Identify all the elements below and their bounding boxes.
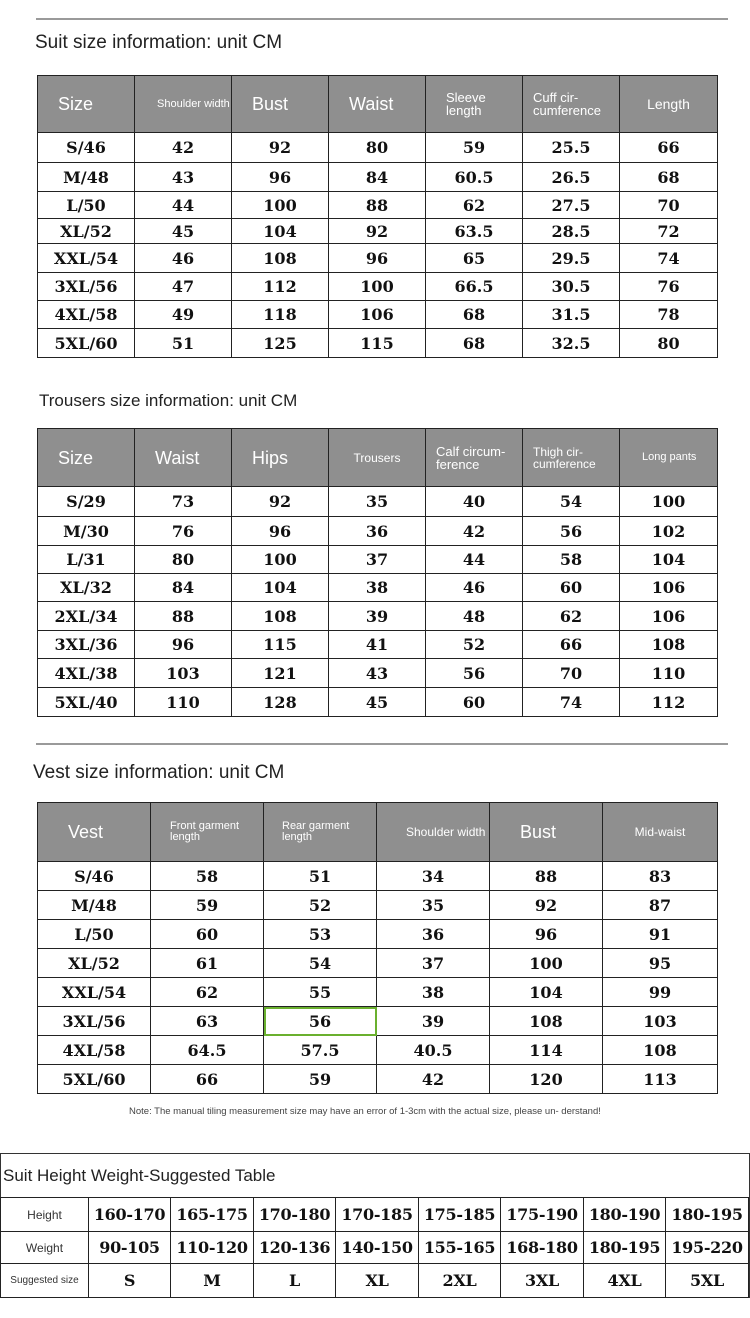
suit-size-table — [37, 75, 718, 358]
measurement-cell: 41 — [329, 631, 426, 659]
measurement-cell: 78 — [620, 301, 718, 329]
trousers-header-long-pants: Long pants — [620, 429, 718, 487]
measurement-cell: 104 — [490, 978, 603, 1007]
measurement-cell: 103 — [603, 1007, 718, 1036]
measurement-cell: 115 — [232, 631, 329, 659]
measurement-cell: 104 — [232, 219, 329, 244]
measurement-cell: 76 — [620, 273, 718, 301]
height-range-cell: 175-185 — [419, 1198, 501, 1232]
suggested-size-table — [0, 1197, 749, 1298]
vest-size-table — [37, 802, 718, 1094]
measurement-cell: 108 — [490, 1007, 603, 1036]
suit-header-waist: Waist — [329, 76, 426, 133]
measurement-cell: 44 — [426, 546, 523, 574]
table-row — [38, 1007, 718, 1036]
measurement-cell: 110 — [620, 659, 718, 688]
table-row — [38, 1036, 718, 1065]
height-range-cell: 180-195 — [666, 1198, 749, 1232]
measurement-cell: 40 — [426, 487, 523, 517]
table-row — [38, 631, 718, 659]
measurement-cell: 118 — [232, 301, 329, 329]
table-row — [38, 329, 718, 358]
size-cell: S/46 — [38, 862, 151, 891]
height-range-cell: 170-180 — [254, 1198, 336, 1232]
height-range-cell: 165-175 — [171, 1198, 254, 1232]
height-range-cell: 170-185 — [336, 1198, 419, 1232]
weight-range-cell: 120-136 — [254, 1232, 336, 1264]
measurement-cell: 80 — [135, 546, 232, 574]
measurement-cell: 112 — [620, 688, 718, 717]
vest-header-rear-garment-length: Rear garment length — [264, 803, 377, 862]
measurement-cell: 61 — [151, 949, 264, 978]
table-row — [38, 920, 718, 949]
measurement-cell: 59 — [264, 1065, 377, 1094]
suggested-size-cell: 2XL — [419, 1264, 501, 1298]
suit-header-sleeve-length: Sleeve length — [426, 76, 523, 133]
trousers-header-trousers: Trousers — [329, 429, 426, 487]
measurement-cell: 112 — [232, 273, 329, 301]
size-cell: 5XL/40 — [38, 688, 135, 717]
measurement-cell: 26.5 — [523, 163, 620, 192]
measurement-note: Note: The manual tiling measurement size may have an error of 1-3cm with the actual size, please un- derstand! — [129, 1106, 601, 1117]
measurement-cell: 59 — [426, 133, 523, 163]
measurement-cell: 76 — [135, 517, 232, 546]
trousers-header-calf-circumference: Calf circum- ference — [426, 429, 523, 487]
height-range-cell: 160-170 — [89, 1198, 171, 1232]
measurement-cell: 45 — [135, 219, 232, 244]
measurement-cell: 60 — [523, 574, 620, 602]
table-row — [38, 602, 718, 631]
table-row — [38, 517, 718, 546]
weight-range-cell: 140-150 — [336, 1232, 419, 1264]
measurement-cell: 104 — [620, 546, 718, 574]
measurement-cell: 100 — [232, 546, 329, 574]
measurement-cell: 60.5 — [426, 163, 523, 192]
table-row — [38, 949, 718, 978]
measurement-cell: 66.5 — [426, 273, 523, 301]
measurement-cell: 88 — [135, 602, 232, 631]
size-cell: M/48 — [38, 163, 135, 192]
measurement-cell: 58 — [523, 546, 620, 574]
table-row — [38, 301, 718, 329]
measurement-cell: 68 — [620, 163, 718, 192]
size-cell: 5XL/60 — [38, 1065, 151, 1094]
trousers-size-table — [37, 428, 718, 717]
measurement-cell: 49 — [135, 301, 232, 329]
vest-header-mid-waist: Mid-waist — [603, 803, 718, 862]
measurement-cell: 103 — [135, 659, 232, 688]
height-label: Height — [1, 1198, 89, 1232]
measurement-cell: 108 — [232, 602, 329, 631]
measurement-cell: 56 — [264, 1007, 377, 1036]
trousers-header-hips: Hips — [232, 429, 329, 487]
measurement-cell: 113 — [603, 1065, 718, 1094]
measurement-cell: 40.5 — [377, 1036, 490, 1065]
measurement-cell: 70 — [620, 192, 718, 219]
measurement-cell: 25.5 — [523, 133, 620, 163]
trousers-header-size: Size — [38, 429, 135, 487]
weight-range-cell: 195-220 — [666, 1232, 749, 1264]
size-cell: XL/52 — [38, 219, 135, 244]
table-row — [38, 273, 718, 301]
size-cell: 3XL/36 — [38, 631, 135, 659]
measurement-cell: 60 — [426, 688, 523, 717]
measurement-cell: 62 — [523, 602, 620, 631]
measurement-cell: 30.5 — [523, 273, 620, 301]
measurement-cell: 53 — [264, 920, 377, 949]
measurement-cell: 110 — [135, 688, 232, 717]
measurement-cell: 65 — [426, 244, 523, 273]
suit-header-bust: Bust — [232, 76, 329, 133]
measurement-cell: 84 — [329, 163, 426, 192]
size-cell: 3XL/56 — [38, 1007, 151, 1036]
measurement-cell: 62 — [151, 978, 264, 1007]
size-cell: L/31 — [38, 546, 135, 574]
measurement-cell: 104 — [232, 574, 329, 602]
weight-range-cell: 90-105 — [89, 1232, 171, 1264]
measurement-cell: 100 — [620, 487, 718, 517]
measurement-cell: 68 — [426, 329, 523, 358]
measurement-cell: 34 — [377, 862, 490, 891]
suggested-size-label: Suggested size — [1, 1264, 89, 1298]
measurement-cell: 121 — [232, 659, 329, 688]
measurement-cell: 120 — [490, 1065, 603, 1094]
measurement-cell: 39 — [329, 602, 426, 631]
measurement-cell: 95 — [603, 949, 718, 978]
suggested-size-cell: L — [254, 1264, 336, 1298]
measurement-cell: 88 — [329, 192, 426, 219]
measurement-cell: 108 — [603, 1036, 718, 1065]
measurement-cell: 108 — [620, 631, 718, 659]
measurement-cell: 42 — [377, 1065, 490, 1094]
size-cell: XXL/54 — [38, 978, 151, 1007]
suit-header-size: Size — [38, 76, 135, 133]
suit-section-title: Suit size information: unit CM — [35, 32, 283, 53]
table-row — [38, 862, 718, 891]
measurement-cell: 115 — [329, 329, 426, 358]
measurement-cell: 100 — [329, 273, 426, 301]
measurement-cell: 106 — [620, 574, 718, 602]
trousers-header-waist: Waist — [135, 429, 232, 487]
measurement-cell: 54 — [264, 949, 377, 978]
measurement-cell: 35 — [377, 891, 490, 920]
measurement-cell: 38 — [329, 574, 426, 602]
measurement-cell: 106 — [620, 602, 718, 631]
measurement-cell: 96 — [232, 163, 329, 192]
measurement-cell: 57.5 — [264, 1036, 377, 1065]
measurement-cell: 55 — [264, 978, 377, 1007]
measurement-cell: 106 — [329, 301, 426, 329]
table-row — [38, 192, 718, 219]
measurement-cell: 92 — [490, 891, 603, 920]
suggested-size-cell: S — [89, 1264, 171, 1298]
measurement-cell: 64.5 — [151, 1036, 264, 1065]
measurement-cell: 44 — [135, 192, 232, 219]
suit-header-shoulder-width: Shoulder width — [135, 76, 232, 133]
measurement-cell: 63 — [151, 1007, 264, 1036]
measurement-cell: 39 — [377, 1007, 490, 1036]
measurement-cell: 100 — [490, 949, 603, 978]
vest-header-vest: Vest — [38, 803, 151, 862]
size-cell: L/50 — [38, 192, 135, 219]
suggested-size-cell: 3XL — [501, 1264, 584, 1298]
trousers-section-title: Trousers size information: unit CM — [39, 391, 298, 410]
measurement-cell: 80 — [329, 133, 426, 163]
measurement-cell: 47 — [135, 273, 232, 301]
weight-label: Weight — [1, 1232, 89, 1264]
measurement-cell: 54 — [523, 487, 620, 517]
weight-range-cell: 155-165 — [419, 1232, 501, 1264]
measurement-cell: 42 — [135, 133, 232, 163]
measurement-cell: 92 — [232, 487, 329, 517]
measurement-cell: 62 — [426, 192, 523, 219]
top-divider — [36, 18, 728, 20]
measurement-cell: 48 — [426, 602, 523, 631]
table-row — [38, 487, 718, 517]
measurement-cell: 31.5 — [523, 301, 620, 329]
vest-header-shoulder-width: Shoulder width — [377, 803, 490, 862]
size-cell: S/29 — [38, 487, 135, 517]
measurement-cell: 87 — [603, 891, 718, 920]
height-range-cell: 175-190 — [501, 1198, 584, 1232]
measurement-cell: 83 — [603, 862, 718, 891]
measurement-cell: 68 — [426, 301, 523, 329]
measurement-cell: 80 — [620, 329, 718, 358]
weight-range-cell: 110-120 — [171, 1232, 254, 1264]
table-row — [38, 219, 718, 244]
measurement-cell: 28.5 — [523, 219, 620, 244]
measurement-cell: 66 — [523, 631, 620, 659]
measurement-cell: 52 — [264, 891, 377, 920]
size-cell: 4XL/58 — [38, 301, 135, 329]
measurement-cell: 32.5 — [523, 329, 620, 358]
measurement-cell: 100 — [232, 192, 329, 219]
vest-section-title: Vest size information: unit CM — [33, 762, 285, 783]
measurement-cell: 27.5 — [523, 192, 620, 219]
table-row — [38, 546, 718, 574]
measurement-cell: 108 — [232, 244, 329, 273]
measurement-cell: 99 — [603, 978, 718, 1007]
measurement-cell: 43 — [329, 659, 426, 688]
measurement-cell: 56 — [426, 659, 523, 688]
size-cell: M/48 — [38, 891, 151, 920]
suggested-table-title: Suit Height Weight-Suggested Table — [3, 1166, 276, 1185]
size-cell: XL/52 — [38, 949, 151, 978]
measurement-cell: 72 — [620, 219, 718, 244]
measurement-cell: 51 — [135, 329, 232, 358]
suit-header-length: Length — [620, 76, 718, 133]
measurement-cell: 43 — [135, 163, 232, 192]
measurement-cell: 58 — [151, 862, 264, 891]
measurement-cell: 70 — [523, 659, 620, 688]
measurement-cell: 59 — [151, 891, 264, 920]
suggested-size-cell: 5XL — [666, 1264, 749, 1298]
measurement-cell: 46 — [426, 574, 523, 602]
measurement-cell: 92 — [232, 133, 329, 163]
size-cell: 3XL/56 — [38, 273, 135, 301]
size-cell: 2XL/34 — [38, 602, 135, 631]
table-row — [38, 133, 718, 163]
measurement-cell: 45 — [329, 688, 426, 717]
measurement-cell: 91 — [603, 920, 718, 949]
measurement-cell: 52 — [426, 631, 523, 659]
table-row — [38, 244, 718, 273]
vest-header-bust: Bust — [490, 803, 603, 862]
measurement-cell: 37 — [377, 949, 490, 978]
size-cell: 4XL/38 — [38, 659, 135, 688]
measurement-cell: 42 — [426, 517, 523, 546]
measurement-cell: 96 — [232, 517, 329, 546]
table-row — [38, 163, 718, 192]
size-cell: 5XL/60 — [38, 329, 135, 358]
weight-range-cell: 180-195 — [584, 1232, 666, 1264]
vest-divider — [36, 743, 728, 745]
measurement-cell: 60 — [151, 920, 264, 949]
measurement-cell: 92 — [329, 219, 426, 244]
measurement-cell: 56 — [523, 517, 620, 546]
table-row — [38, 688, 718, 717]
measurement-cell: 46 — [135, 244, 232, 273]
measurement-cell: 125 — [232, 329, 329, 358]
size-cell: M/30 — [38, 517, 135, 546]
table-row — [38, 574, 718, 602]
table-row — [38, 659, 718, 688]
measurement-cell: 37 — [329, 546, 426, 574]
trousers-header-thigh-circumference: Thigh cir- cumference — [523, 429, 620, 487]
suggested-size-cell: XL — [336, 1264, 419, 1298]
measurement-cell: 51 — [264, 862, 377, 891]
size-cell: S/46 — [38, 133, 135, 163]
measurement-cell: 74 — [620, 244, 718, 273]
measurement-cell: 84 — [135, 574, 232, 602]
measurement-cell: 88 — [490, 862, 603, 891]
table-row — [38, 978, 718, 1007]
measurement-cell: 63.5 — [426, 219, 523, 244]
weight-range-cell: 168-180 — [501, 1232, 584, 1264]
vest-header-front-garment-length: Front garment length — [151, 803, 264, 862]
measurement-cell: 96 — [135, 631, 232, 659]
measurement-cell: 73 — [135, 487, 232, 517]
measurement-cell: 96 — [329, 244, 426, 273]
size-cell: XL/32 — [38, 574, 135, 602]
suggested-size-cell: M — [171, 1264, 254, 1298]
measurement-cell: 114 — [490, 1036, 603, 1065]
size-cell: XXL/54 — [38, 244, 135, 273]
measurement-cell: 36 — [329, 517, 426, 546]
measurement-cell: 29.5 — [523, 244, 620, 273]
measurement-cell: 36 — [377, 920, 490, 949]
measurement-cell: 38 — [377, 978, 490, 1007]
suit-header-cuff-circumference: Cuff cir- cumference — [523, 76, 620, 133]
height-range-cell: 180-190 — [584, 1198, 666, 1232]
size-cell: 4XL/58 — [38, 1036, 151, 1065]
table-row — [38, 1065, 718, 1094]
measurement-cell: 74 — [523, 688, 620, 717]
measurement-cell: 66 — [151, 1065, 264, 1094]
measurement-cell: 66 — [620, 133, 718, 163]
measurement-cell: 35 — [329, 487, 426, 517]
measurement-cell: 128 — [232, 688, 329, 717]
suggested-size-cell: 4XL — [584, 1264, 666, 1298]
measurement-cell: 102 — [620, 517, 718, 546]
size-cell: L/50 — [38, 920, 151, 949]
table-row — [38, 891, 718, 920]
measurement-cell: 96 — [490, 920, 603, 949]
